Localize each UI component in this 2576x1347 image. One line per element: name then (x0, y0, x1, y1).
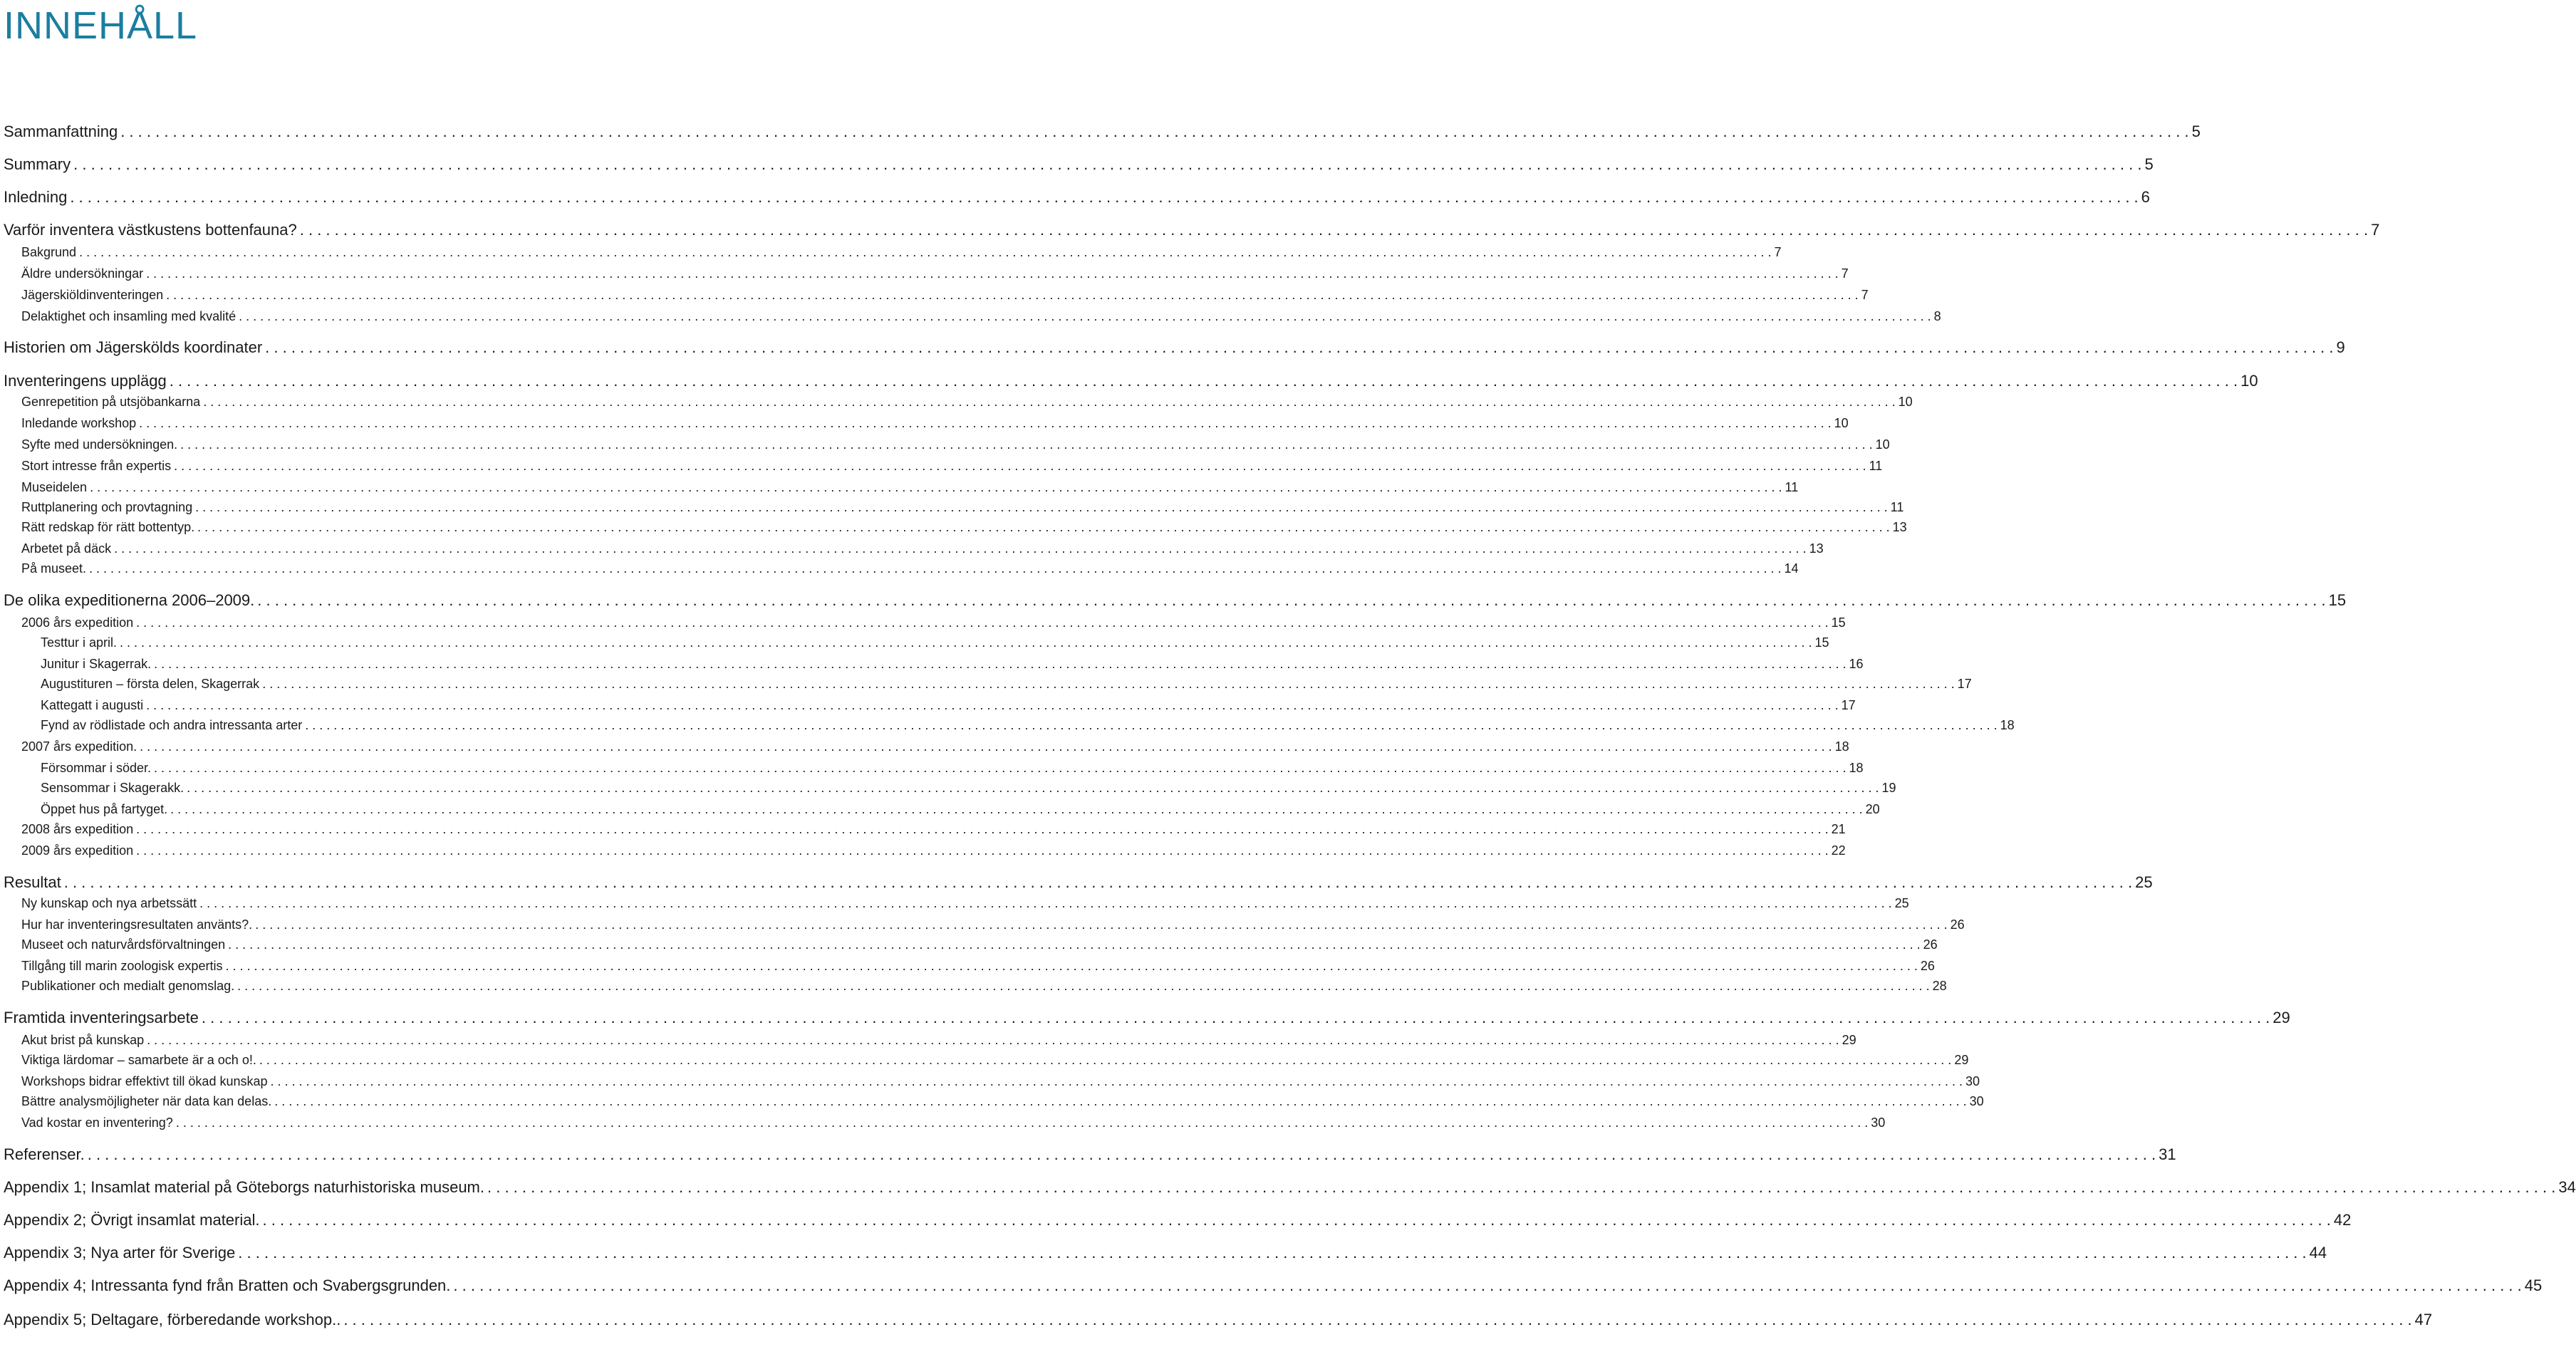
toc-entry[interactable] (0, 1094, 1984, 1109)
toc-entry-page: 30 (1871, 1115, 1886, 1130)
toc-dot-leader (343, 1311, 2411, 1329)
toc-entry[interactable] (0, 822, 1846, 837)
toc-entry[interactable] (0, 917, 1965, 932)
toc-entry[interactable] (0, 718, 2015, 733)
toc-dot-leader (187, 781, 1879, 796)
toc-entry[interactable] (0, 1244, 2327, 1262)
toc-entry-page: 20 (1865, 802, 1880, 816)
toc-dot-leader (199, 896, 1891, 911)
toc-entry[interactable] (0, 1311, 2433, 1329)
toc-entry-page: 34 (2558, 1178, 2576, 1196)
toc-entry-title: Sammanfattning (4, 123, 118, 140)
toc-dot-leader (174, 459, 1866, 474)
toc-entry[interactable] (0, 155, 2154, 174)
toc-entry-page: 7 (2371, 221, 2380, 239)
toc-dot-leader (238, 1244, 2306, 1262)
toc-entry[interactable] (0, 500, 1904, 515)
toc-entry[interactable] (0, 873, 2153, 892)
toc-dot-leader (120, 123, 2188, 141)
toc-entry-title: Inventeringens upplägg (4, 372, 167, 390)
toc-entry-page: 29 (1842, 1033, 1856, 1047)
toc-dot-leader (487, 1178, 2555, 1197)
toc-entry-page: 10 (1898, 395, 1913, 409)
toc-entry-title: Stort intresse från expertis (21, 459, 172, 473)
toc-entry-page: 7 (1774, 245, 1782, 259)
toc-entry-title: Tillgång till marin zoologisk expertis (21, 959, 223, 973)
toc-entry-page: 45 (2524, 1276, 2543, 1294)
toc-entry[interactable] (0, 843, 1846, 858)
toc-dot-leader (170, 372, 2238, 390)
toc-dot-leader (79, 245, 1771, 260)
toc-entry[interactable] (0, 937, 1938, 952)
toc-entry-page: 10 (1834, 416, 1849, 430)
toc-entry-title: Fynd av rödlistade och andra intressanta arter (41, 718, 303, 732)
toc-entry-page: 18 (1849, 761, 1864, 775)
toc-entry-title: Kattegatt i augusti (41, 698, 144, 712)
toc-dot-leader (146, 698, 1838, 713)
toc-entry[interactable] (0, 802, 1880, 817)
toc-dot-leader (239, 309, 1931, 324)
toc-entry-title: Bakgrund (21, 245, 77, 259)
toc-entry-title: Museidelen (21, 480, 88, 494)
toc-entry[interactable] (0, 739, 1849, 754)
toc-entry[interactable] (0, 698, 1856, 713)
toc-entry[interactable] (0, 677, 1972, 692)
toc-entry-page: 11 (1890, 500, 1904, 514)
toc-entry-page: 8 (1933, 309, 1941, 323)
toc-entry[interactable] (0, 338, 2345, 357)
toc-entry-page: 17 (1841, 698, 1856, 712)
toc-entry-title: Augustituren – första delen, Skagerrak (41, 677, 260, 691)
toc-entry-page: 44 (2309, 1244, 2327, 1262)
toc-entry-title: Workshops bidrar effektivt till ökad kunskap (21, 1074, 268, 1088)
toc-entry-page: 18 (2000, 718, 2015, 732)
toc-entry-title: Ny kunskap och nya arbetssätt (21, 896, 197, 910)
toc-entry[interactable] (0, 541, 1824, 556)
toc-dot-leader (271, 1074, 1963, 1089)
toc-entry-title: Historien om Jägerskölds koordinater (4, 338, 263, 356)
toc-entry-page: 7 (1861, 288, 1869, 302)
toc-entry[interactable] (0, 761, 1864, 776)
toc-dot-leader (305, 718, 1997, 733)
toc-entry-page: 10 (1875, 437, 1890, 452)
toc-entry-title: Framtida inventeringsarbete (4, 1009, 199, 1026)
toc-entry-page: 5 (2191, 123, 2201, 140)
toc-entry[interactable] (0, 309, 1941, 324)
toc-entry[interactable] (0, 245, 1782, 260)
toc-entry[interactable] (0, 781, 1896, 796)
toc-entry[interactable] (0, 416, 1849, 431)
toc-entry-page: 25 (1894, 896, 1909, 910)
toc-entry[interactable] (0, 437, 1890, 452)
toc-entry-title: Museet och naturvårdsförvaltningen (21, 937, 226, 952)
toc-entry-title: Syfte med undersökningen. (21, 437, 178, 452)
toc-entry-page: 15 (1831, 615, 1846, 630)
toc-entry-title: Försommar i söder. (41, 761, 152, 775)
toc-entry[interactable] (0, 1276, 2543, 1295)
toc-entry[interactable] (0, 123, 2201, 141)
toc-entry-title: Sensommar i Skagerakk. (41, 781, 185, 795)
toc-dot-leader (136, 843, 1828, 858)
toc-entry[interactable] (0, 591, 2347, 610)
toc-entry[interactable] (0, 520, 1907, 535)
toc-entry-page: 18 (1834, 739, 1849, 754)
toc-entry[interactable] (0, 1145, 2176, 1164)
toc-entry[interactable] (0, 979, 1947, 994)
toc-entry[interactable] (0, 288, 1869, 303)
toc-entry-title: 2009 års expedition (21, 843, 134, 858)
toc-dot-leader (255, 917, 1947, 932)
toc-entry-page: 17 (1957, 677, 1972, 691)
toc-entry-title: Akut brist på kunskap (21, 1033, 145, 1047)
toc-dot-leader (73, 155, 2141, 174)
toc-entry[interactable] (0, 1211, 2352, 1229)
toc-entry-page: 30 (1969, 1094, 1984, 1108)
toc-entry-title: Viktiga lärdomar – samarbete är a och o!. (21, 1053, 256, 1067)
toc-entry-page: 26 (1950, 917, 1965, 932)
toc-entry[interactable] (0, 635, 1829, 650)
toc-dot-leader (300, 221, 2368, 239)
toc-entry[interactable] (0, 1033, 1856, 1048)
toc-dot-leader (166, 288, 1858, 303)
toc-entry-page: 30 (1965, 1074, 1980, 1088)
toc-entry-page: 9 (2336, 338, 2345, 356)
toc-entry-page: 15 (2328, 591, 2347, 609)
toc-entry-page: 47 (2414, 1311, 2433, 1328)
toc-entry-page: 5 (2144, 155, 2154, 173)
toc-entry-title: Äldre undersökningar (21, 266, 144, 281)
toc-entry-page: 19 (1881, 781, 1896, 795)
toc-entry-page: 25 (2135, 873, 2153, 891)
toc-entry-page: 26 (1920, 959, 1935, 973)
toc-entry-title: Bättre analysmöjligheter när data kan delas. (21, 1094, 272, 1108)
toc-entry-title: Vad kostar en inventering? (21, 1115, 173, 1130)
toc-dot-leader (195, 500, 1887, 515)
toc-entry[interactable] (0, 1053, 1969, 1068)
toc-dot-leader (453, 1276, 2521, 1295)
toc-dot-leader (203, 395, 1895, 410)
toc-dot-leader (180, 437, 1872, 452)
toc-dot-leader (114, 541, 1806, 556)
toc-entry-title: Appendix 5; Deltagare, förberedande workshop.. (4, 1311, 341, 1328)
toc-entry-title: De olika expeditionerna 2006–2009. (4, 591, 255, 609)
toc-entry-title: 2006 års expedition (21, 615, 134, 630)
toc-entry-title: Junitur i Skagerrak. (41, 657, 152, 671)
toc-entry-page: 13 (1809, 541, 1824, 556)
toc-entry-title: Ruttplanering och provtagning (21, 500, 193, 514)
toc-entry-title: Appendix 1; Insamlat material på Göteborgs naturhistoriska museum. (4, 1178, 484, 1196)
toc-entry-page: 29 (2273, 1009, 2290, 1026)
toc-dot-leader (263, 1211, 2331, 1229)
toc-entry-title: Jägerskiöldinventeringen (21, 288, 164, 302)
toc-entry-title: Hur har inventeringsresultaten använts?. (21, 917, 253, 932)
toc-entry[interactable] (0, 266, 1849, 281)
toc-entry-page: 7 (1841, 266, 1849, 281)
toc-entry-page: 31 (2159, 1145, 2176, 1163)
toc-entry[interactable] (0, 657, 1864, 672)
toc-entry-page: 21 (1831, 822, 1846, 836)
toc-entry-title: Genrepetition på utsjöbankarna (21, 395, 201, 409)
toc-entry-title: Appendix 2; Övrigt insamlat material. (4, 1211, 260, 1229)
toc-dot-leader (140, 739, 1832, 754)
toc-entry-page: 42 (2333, 1211, 2352, 1229)
toc-entry-title: 2007 års expedition. (21, 739, 137, 754)
toc-entry-title: Resultat (4, 873, 61, 891)
toc-entry[interactable] (0, 896, 1909, 911)
toc-entry[interactable] (0, 188, 2150, 207)
toc-dot-leader (154, 657, 1846, 672)
toc-entry[interactable] (0, 459, 1883, 474)
toc-entry[interactable] (0, 615, 1846, 630)
toc-dot-leader (237, 979, 1929, 994)
toc-entry-title: Öppet hus på fartyget. (41, 802, 168, 816)
toc-entry-page: 10 (2240, 372, 2258, 390)
toc-dot-leader (257, 591, 2325, 610)
toc-dot-leader (154, 761, 1846, 776)
toc-dot-leader (197, 520, 1889, 535)
toc-dot-leader (225, 959, 1917, 974)
toc-entry-page: 6 (2141, 188, 2150, 206)
toc-entry-title: Appendix 3; Nya arter för Sverige (4, 1244, 236, 1262)
toc-dot-leader (262, 677, 1954, 692)
toc-entry-page: 29 (1954, 1053, 1969, 1067)
toc-dot-leader (274, 1094, 1966, 1109)
toc-dot-leader (170, 802, 1862, 817)
toc-entry-title: Appendix 4; Intressanta fynd från Bratten och Svabergsgrunden. (4, 1276, 451, 1294)
toc-entry-title: Delaktighet och insamling med kvalité (21, 309, 237, 323)
toc-entry-title: Arbetet på däck (21, 541, 112, 556)
toc-entry-title: Rätt redskap för rätt bottentyp. (21, 520, 195, 534)
toc-entry-page: 26 (1923, 937, 1938, 952)
toc-dot-leader (147, 1033, 1839, 1048)
toc-entry[interactable] (0, 561, 1799, 576)
toc-entry-page: 11 (1869, 459, 1883, 473)
toc-entry[interactable] (0, 1074, 1980, 1089)
toc-entry-page: 11 (1785, 480, 1799, 494)
toc-entry-title: 2008 års expedition (21, 822, 134, 836)
toc-entry-title: På museet. (21, 561, 87, 576)
toc-entry-title: Summary (4, 155, 71, 173)
toc-entry[interactable] (0, 221, 2380, 239)
toc-dot-leader (176, 1115, 1868, 1130)
toc-entry[interactable] (0, 959, 1935, 974)
toc-dot-leader (139, 416, 1831, 431)
toc-entry-title: Varför inventera västkustens bottenfauna? (4, 221, 297, 239)
toc-entry-page: 14 (1784, 561, 1799, 576)
toc-entry-page: 22 (1831, 843, 1846, 858)
toc-dot-leader (89, 561, 1781, 576)
toc-entry-title: Referenser. (4, 1145, 85, 1163)
toc-entry-page: 28 (1932, 979, 1947, 993)
toc-dot-leader (64, 873, 2132, 892)
toc-entry[interactable] (0, 372, 2258, 390)
toc-dot-leader (88, 1145, 2156, 1164)
toc-entry[interactable] (0, 1009, 2290, 1027)
toc-dot-leader (146, 266, 1838, 281)
toc-entry[interactable] (0, 1178, 2576, 1197)
toc-entry-page: 13 (1892, 520, 1907, 534)
toc-entry-title: Publikationer och medialt genomslag. (21, 979, 235, 993)
toc-dot-leader (90, 480, 1782, 495)
toc-entry-title: Inledande workshop (21, 416, 137, 430)
toc-dot-leader (70, 188, 2138, 207)
toc-entry-page: 16 (1849, 657, 1864, 671)
toc-entry-title: Inledning (4, 188, 68, 206)
toc-dot-leader (136, 615, 1828, 630)
toc-entry-page: 15 (1814, 635, 1829, 650)
toc-dot-leader (265, 338, 2333, 357)
toc-dot-leader (259, 1053, 1951, 1068)
toc-entry[interactable] (0, 395, 1913, 410)
toc-entry[interactable] (0, 1115, 1886, 1130)
toc-dot-leader (228, 937, 1920, 952)
toc-dot-leader (136, 822, 1828, 837)
toc-dot-leader (202, 1009, 2270, 1027)
page-title: INNEHÅLL (4, 4, 198, 47)
toc-entry-title: Testtur i april. (41, 635, 118, 650)
toc-dot-leader (120, 635, 1812, 650)
toc-entry[interactable] (0, 480, 1799, 495)
